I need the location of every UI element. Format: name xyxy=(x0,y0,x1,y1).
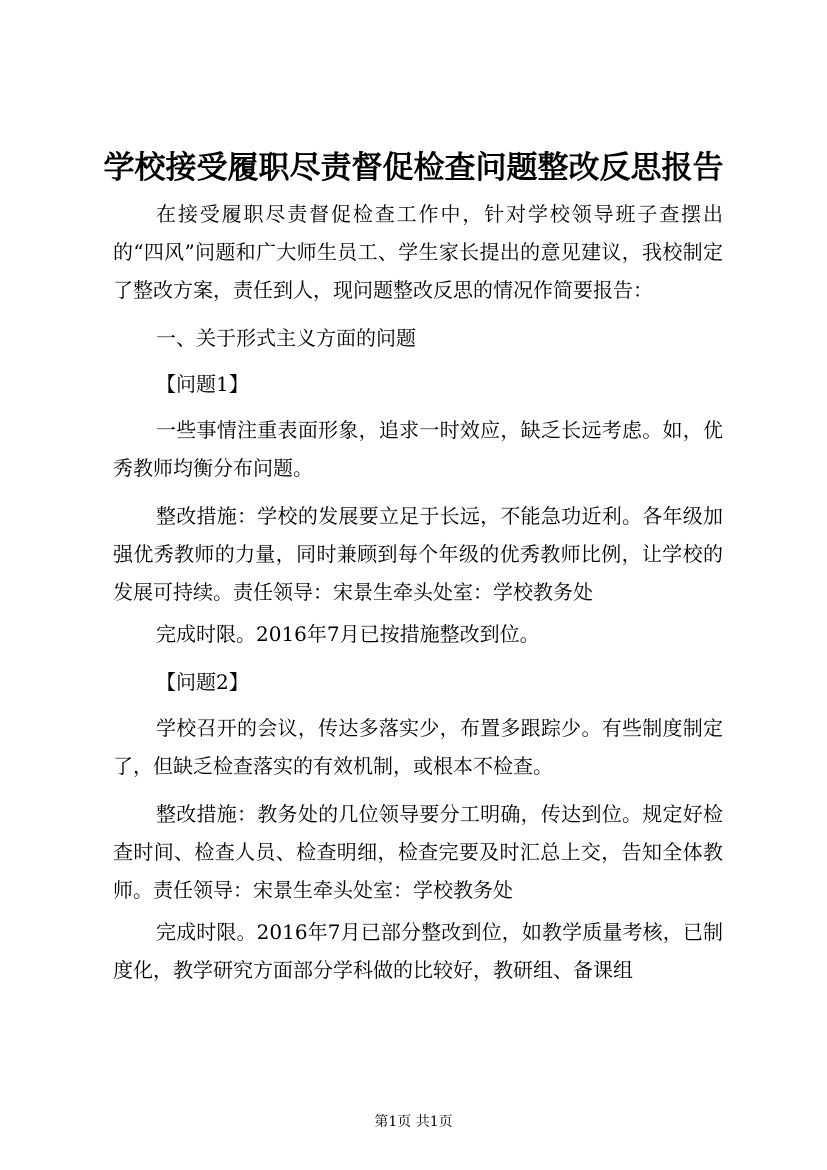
problem-2-tag: 【问题2】 xyxy=(156,670,249,694)
problem-1-measures: 整改措施：学校的发展要立足于长远，不能急功近利。各年级加强优秀教师的力量，同时兼顾到每个年级的优秀教师比例，让学校的发展可持续。责任领导：宋景生牵头处室：学校教务处 xyxy=(113,504,723,604)
intro-paragraph: 在接受履职尽责督促检查工作中，针对学校领导班子查摆出的“四风”问题和广大师生员工、学生家长提出的意见建议，我校制定了整改方案，责任到人，现问题整改反思的情况作简要报告： xyxy=(113,202,723,302)
document-title: 学校接受履职尽责督促检查问题整改反思报告 xyxy=(103,150,724,186)
problem-1-deadline: 完成时限。2016年7月已按措施整改到位。 xyxy=(156,622,540,646)
problem-1-description: 一些事情注重表面形象，追求一时效应，缺乏长远考虑。如，优秀教师均衡分布问题。 xyxy=(113,418,723,480)
section-heading: 一、关于形式主义方面的问题 xyxy=(156,326,416,350)
page-number-footer: 第1页 共1页 xyxy=(374,1114,453,1130)
problem-1-tag: 【问题1】 xyxy=(156,372,249,396)
document-body xyxy=(113,195,723,999)
problem-2-description: 学校召开的会议，传达多落实少，布置多跟踪少。有些制度制定了，但缺乏检查落实的有效机制，或根本不检查。 xyxy=(113,716,723,778)
problem-2-deadline: 完成时限。2016年7月已部分整改到位，如教学质量考核，已制度化，教学研究方面部分学科做的比较好，教研组、备课组 xyxy=(113,920,723,982)
problem-2-measures: 整改措施：教务处的几位领导要分工明确，传达到位。规定好检查时间、检查人员、检查明细，检查完要及时汇总上交，告知全体教师。责任领导：宋景生牵头处室：学校教务处 xyxy=(113,802,723,902)
